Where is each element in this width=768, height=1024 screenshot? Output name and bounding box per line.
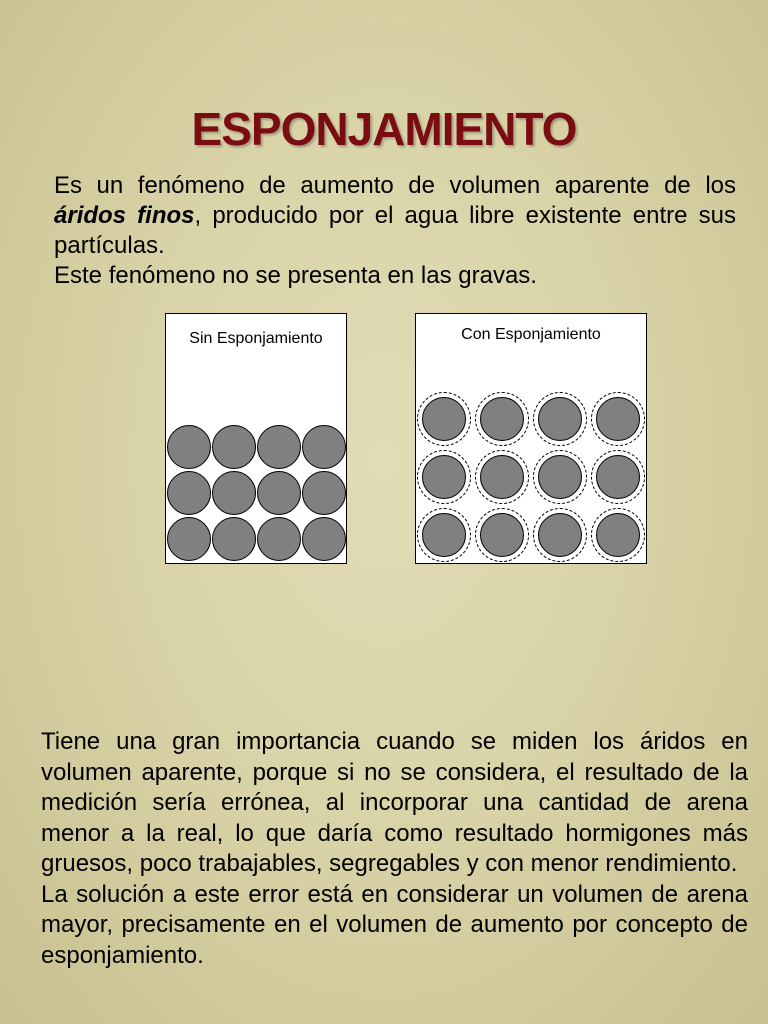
particle <box>422 455 466 499</box>
particle <box>167 425 211 469</box>
intro-part2: , producido por el agua libre existente entre sus partículas. <box>54 202 737 259</box>
particle <box>212 517 256 561</box>
particle <box>257 425 301 469</box>
particle <box>538 455 582 499</box>
particle <box>212 471 256 515</box>
diagram-without-bulking-label: Sin Esponjamiento <box>189 330 323 347</box>
particle <box>302 425 346 469</box>
particle <box>538 513 582 557</box>
particle <box>480 397 524 441</box>
particle <box>480 513 524 557</box>
intro-line2: Este fenómeno no se presenta en las gravas. <box>54 262 537 289</box>
body-text <box>41 727 748 971</box>
body-para2: La solución a este error está en considerar un volumen de arena mayor, precisamente en el volumen de aumento por concepto de esponjamiento. <box>41 880 748 969</box>
intro-text <box>54 171 736 291</box>
particle <box>257 471 301 515</box>
particle <box>212 425 256 469</box>
particle <box>596 513 640 557</box>
slide-title: ESPONJAMIENTO <box>191 103 577 155</box>
particle <box>480 455 524 499</box>
particle <box>538 397 582 441</box>
particle <box>302 517 346 561</box>
particle <box>422 397 466 441</box>
particle <box>596 455 640 499</box>
diagram-without-bulking <box>165 313 347 564</box>
particle <box>422 513 466 557</box>
particle <box>302 471 346 515</box>
intro-part1: Es un fenómeno de aumento de volumen aparente de los <box>54 172 736 199</box>
diagram-with-bulking-label: Con Esponjamiento <box>461 326 601 343</box>
body-para1: Tiene una gran importancia cuando se miden los áridos en volumen aparente, porque si no se considera, el resultado de la medición sería errónea, al incorporar una cantidad de arena menor a la real, lo que daría como resultado hormigones más gruesos, poco trabajables, segregables y con menor rendimiento. <box>41 728 748 877</box>
diagram-with-bulking <box>415 313 647 564</box>
particle <box>167 517 211 561</box>
particle <box>257 517 301 561</box>
particle <box>596 397 640 441</box>
particle <box>167 471 211 515</box>
intro-highlight: áridos finos <box>54 202 195 229</box>
